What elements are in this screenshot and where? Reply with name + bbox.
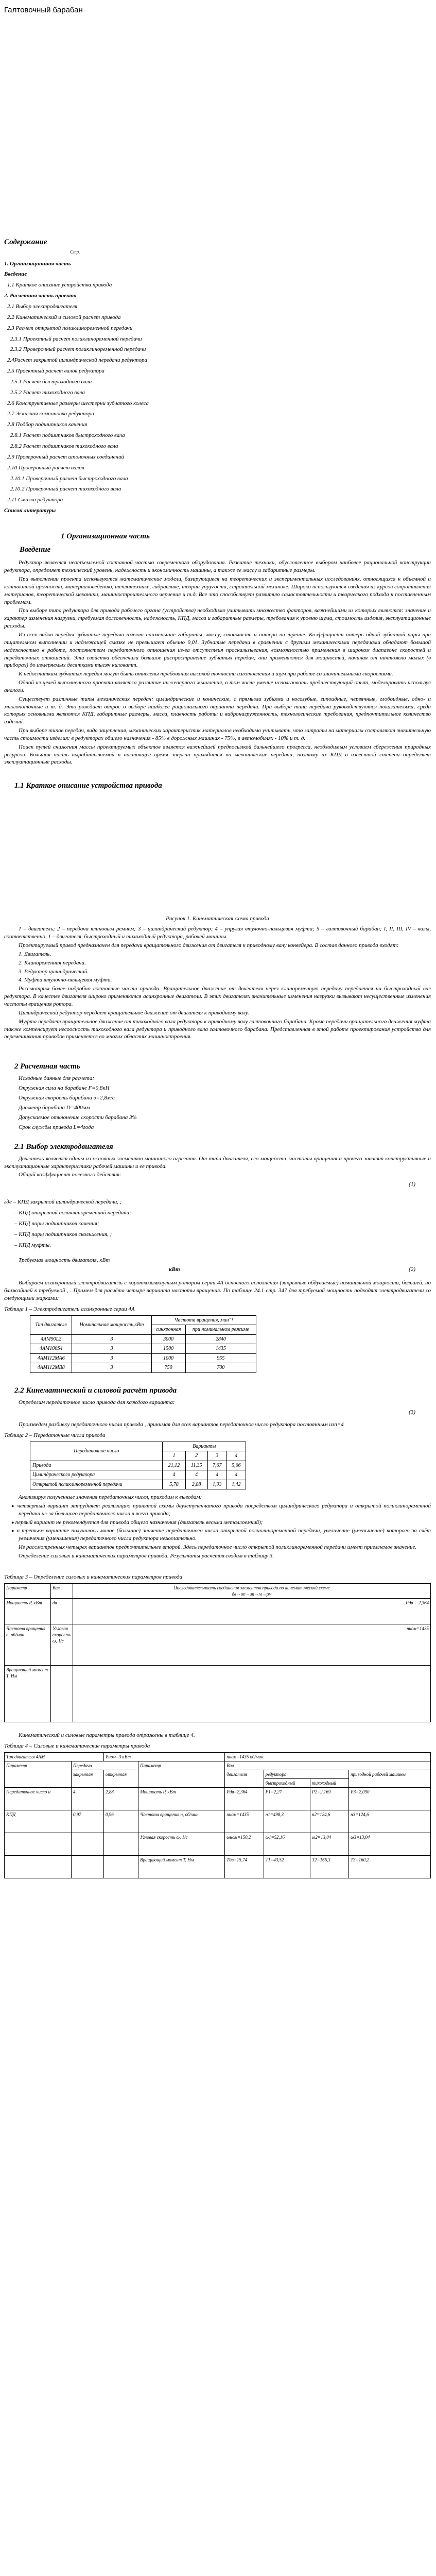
motor-table: [30, 1315, 256, 1373]
equation-number: (1): [409, 1181, 415, 1188]
list-item: 2. Клиноременная передача.: [19, 959, 86, 966]
table-cell: 1500: [151, 1344, 185, 1354]
table-header: Тип двигателя 4АМ: [5, 1752, 104, 1761]
intro-heading: Введение: [20, 546, 51, 554]
table-cell: Угловая скорость ω, 1/с: [138, 1833, 225, 1856]
table-header: Параметр: [5, 1583, 51, 1598]
table-cell: 4АМ100S4: [30, 1344, 72, 1354]
table-header: двигателя: [225, 1770, 264, 1787]
table-cell: Вращающий момент T, Нм: [138, 1856, 225, 1878]
paragraph: Определим передаточное число привода для каждого варианта:: [19, 1399, 175, 1406]
table-cell: Угловая скорость ω, 1/с: [51, 1624, 73, 1665]
table-header: открытая: [103, 1770, 138, 1787]
definition-item: – КПД пары подшипников скольжения, ;: [14, 1231, 112, 1238]
table-cell: [5, 1833, 72, 1856]
input-data-item: Диаметр барабана D=400мм: [19, 1105, 90, 1111]
toc-item: 2.4Расчет закрытой цилиндрической передачи редуктора: [7, 357, 147, 364]
toc-item: 2.3.2 Проверочный расчет поликлиноременной передачи: [10, 346, 146, 353]
table-cell: [72, 1856, 104, 1878]
paragraph: Поиск путей снижения массы проектируемых объектов является важнейшей предпосылкой дальнейшего прогресса, необходимым условием сбережения природных ресурсов. Большая часть вырабатываемой в настоящее время энергии приходится на механические передачи, поэтому их КПД в известной степени определяет эксплуатационные расходы.: [4, 743, 431, 766]
analysis-list: [4, 1502, 431, 1543]
table-title: Таблица 3 – Определение силовых и кинематических параметров привода: [4, 1573, 183, 1580]
toc-item: 2.1 Выбор электродвигателя: [7, 303, 78, 310]
table-header: Передача: [72, 1761, 138, 1770]
figure-caption: Рисунок 1. Кинематическая схема привода: [166, 915, 269, 922]
table-cell: [51, 1665, 73, 1722]
toc-item: 2.10.1 Проверочный расчет быстроходного вала: [10, 475, 128, 482]
table-header: nном=1435 об/мин: [225, 1752, 431, 1761]
table-cell: n3=124,6: [349, 1810, 431, 1833]
table-cell: 4АМ90L2: [30, 1334, 72, 1344]
formula-efficiency: [4, 1181, 431, 1196]
table-cell: 5,66: [226, 1461, 246, 1470]
paragraph: Анализируя полученные значения передаточных чисел, приходим к выводам:: [19, 1494, 202, 1501]
table-header: Номинальная мощность,кВт: [72, 1315, 151, 1334]
table-cell: Привода: [30, 1461, 163, 1470]
paragraph: При выполнении проекта используются математические модели, базирующиеся на теоретических и экспериментальных исследованиях, относящихся к объемной и контактной прочности, материаловедению, теплотехнике, гидравлике, теории упругости, строительной механике. Широко используются сведения из курсов сопротивления материалов, теоретической механики, машиностроительного черчения и т.д. Все это способствует развитию самостоятельности и творческого подхода к поставленным проблемам.: [4, 576, 431, 605]
table-header: Параметр: [5, 1761, 72, 1787]
table-cell: T2=166,3: [310, 1856, 349, 1878]
paragraph: Проектируемый привод предназначен для передачи вращательного движения от двигателя к приводному валу конвейера. В состав данного привода входят:: [19, 942, 399, 949]
equation-number: (2): [409, 1266, 415, 1273]
formula-where: где – КПД закрытой цилиндрической передачи, ;: [4, 1199, 122, 1206]
list-item: ● первый вариант не рекомендуется для привода общего назначения (двигатель весьма металлоемкий);: [19, 1519, 431, 1527]
definition-item: – КПД муфты.: [14, 1242, 51, 1248]
input-data-item: Допускаемое отклонение скорости барабана 3%: [19, 1114, 137, 1121]
table-row: [5, 1856, 431, 1878]
table-cell: [72, 1833, 104, 1856]
paragraph: Цилиндрический редуктор передает вращательное движение от двигателя к приводному валу.: [19, 1009, 249, 1016]
paragraph: Общий коэффициент полезного действия:: [19, 1172, 121, 1178]
paragraph: Произведем разбивку передаточного числа привода , принимая для всех вариантов передаточное число редуктора постоянным uзп=4: [19, 1421, 344, 1428]
input-data-item: Срок службы привода L=4года: [19, 1124, 94, 1130]
table-cell: 4АМ112MA6: [30, 1353, 72, 1363]
toc-item: 2.5.2 Расчет тихоходного вала: [10, 389, 85, 396]
table-cell: n2=124,6: [310, 1810, 349, 1833]
table-cell: 3: [72, 1344, 151, 1354]
toc-heading: Содержание: [4, 238, 47, 247]
table-header: быстроходный: [264, 1779, 310, 1788]
table-row: [30, 1480, 246, 1489]
table-cell: Передаточное число u: [5, 1788, 72, 1810]
description-text: [4, 925, 431, 950]
table-cell: 11,35: [185, 1461, 207, 1470]
table-cell: Pдв=2,364: [225, 1788, 264, 1810]
table-cell: КПД: [5, 1810, 72, 1833]
kinematic-params-table: [4, 1752, 431, 1879]
table-cell: 700: [185, 1363, 256, 1373]
toc-item: 2.5 Проектный расчет валов редуктора: [7, 368, 104, 375]
paragraph: Из рассмотренных четырех вариантов предпочтительнее второй. Здесь передаточное число открытой поликлиноременной передачи имеет приемлемое значение.: [19, 1544, 417, 1551]
table-cell: 1,93: [207, 1480, 226, 1489]
table-cell: 4: [72, 1788, 104, 1810]
section-heading: 2.1 Выбор электродвигателя: [14, 1142, 113, 1151]
table-cell: [103, 1833, 138, 1856]
table-header: 3: [207, 1451, 226, 1461]
component-list: [4, 951, 431, 984]
formula-ratio: [4, 1409, 431, 1419]
table-cell: T3=160,2: [349, 1856, 431, 1878]
section-heading: 1 Организационная часть: [61, 532, 150, 540]
table-header: Передаточное число: [30, 1442, 163, 1461]
input-data-item: Окружная скорость барабана υ=2,8м/с: [19, 1095, 115, 1101]
table-cell: 4: [226, 1470, 246, 1480]
input-data-list: [4, 1084, 431, 1131]
table-cell: Pдв = 2,364: [73, 1598, 430, 1624]
table-cell: Мощность P, кВт: [5, 1598, 51, 1624]
table-cell: 4: [163, 1470, 185, 1480]
paragraph: Одной из целей выполненного проекта является развитие инженерного мышления, в том числе умение использовать предшествующий опыт, моделировать используя аналоги.: [4, 680, 431, 693]
table-header: Варианты: [163, 1442, 246, 1451]
motor-selection-paragraph: Выбираем асинхронный электродвигатель с короткозамкнутым ротором серии 4А основного исполнения (закрытые обдуваемые) номинальной мощности, большей, но ближайшей к требуемой , . Примем для расчёта четыре варианта частоты вращения. По таблице 24.1 стр. 347 для требуемой мощности подходят электродвигатели со следующими марками:: [4, 1280, 431, 1302]
toc-item: 2.7 Эскизная компоновка редуктора: [7, 411, 94, 417]
table-title: Таблица 2 – Передаточные числа привода: [4, 1432, 106, 1438]
section-heading: 2.2 Кинематический и силовой расчёт привода: [14, 1386, 177, 1395]
kinematic-scheme-figure: [4, 794, 431, 913]
list-item: ● в третьем варианте получилось малое (большое) значение передаточного числа открытой поликлиноременной передачи, увеличение (уменьшение) которого за счёт увеличения (уменьшения) передаточного числа редуктора нежелательно.: [19, 1527, 431, 1543]
definition-item: – КПД пары подшипников качения;: [14, 1221, 99, 1227]
table-header: Параметр: [138, 1761, 225, 1787]
table-cell: Tдв=15,74: [225, 1856, 264, 1878]
toc-item: Введение: [4, 271, 27, 278]
paragraph: Кинематический и силовые параметры привода отражены в таблице 4.: [19, 1732, 195, 1738]
table-cell: ωном=150,2: [225, 1833, 264, 1856]
paragraph: Определение силовых и кинематических параметров привода. Результаты расчетов сводим в таблицу 3.: [19, 1552, 274, 1559]
table-cell: Вращающий момент T, Нм: [5, 1665, 51, 1722]
table-cell: 4АМ112MB8: [30, 1363, 72, 1373]
table-cell: nном=1435: [73, 1624, 430, 1665]
table-header: Тип двигателя: [30, 1315, 72, 1334]
table-cell: 1,42: [226, 1480, 246, 1489]
intro-text: [4, 559, 431, 766]
table-cell: Мощность P, кВт: [138, 1788, 225, 1810]
paragraph: 1 – двигатель; 2 – передача клиновым ремнем; 3 – цилиндрический редуктор; 4 – упругая втулочно-пальцевая муфта; 5 – галтовочный барабан; I, II, III, IV – валы, соответственно, 1 – двигателя, быстроходный и тихоходный редуктора, рабочей машины.: [4, 926, 431, 940]
definition-item: – КПД открытой поликлиноременной передачи;: [14, 1210, 131, 1216]
table-header: 4: [226, 1451, 246, 1461]
table-cell: 2840: [185, 1334, 256, 1344]
toc-item: 2.11 Смазка редуктора: [7, 497, 63, 503]
table-cell: Частота вращения n, об/мин: [5, 1624, 51, 1665]
definitions-list: [4, 1209, 431, 1249]
table-cell: [103, 1856, 138, 1878]
table-cell: 1435: [185, 1344, 256, 1354]
table-cell: 750: [151, 1363, 185, 1373]
blank-space: [4, 15, 431, 237]
paragraph: Редуктор является неотъемлемой составной частью современного оборудования. Развитие техники, обусловленное выбором наиболее рациональной конструкции редуктора, определяет технический уровень, надежность и экономичность машины, а также ее массу и габаритные размеры.: [4, 560, 431, 574]
paragraph: Двигатель является одним из основных элементов машинного агрегата. От типа двигателя, его мощности, частоты вращения и прочего зависят конструктивные и эксплуатационные характеристики рабочей машины и ее привода.: [4, 1155, 431, 1170]
section-heading: 2 Расчетная часть: [14, 1062, 80, 1071]
document-title: Галтовочный барабан: [4, 6, 83, 14]
table-header: Pном=3 кВт: [103, 1752, 224, 1761]
table-cell: 2,88: [103, 1788, 138, 1810]
toc-item: 2.9 Проверочный расчет шпоночных соединений: [7, 453, 124, 460]
table-row: [30, 1470, 246, 1480]
list-item: 1. Двигатель.: [19, 951, 51, 957]
table-header: редуктора: [264, 1770, 348, 1778]
power-unit: кВт: [169, 1266, 180, 1273]
formula-power: [4, 1266, 431, 1277]
table-cell: T1=43,52: [264, 1856, 310, 1878]
table-of-contents: [4, 237, 431, 515]
toc-item: Список литературы: [4, 507, 56, 514]
table-header: 1: [163, 1451, 185, 1461]
toc-item: 1. Организационная часть: [4, 260, 71, 267]
table-header: Вал: [51, 1583, 73, 1598]
table-title: Таблица 1 – Электродвигатели асинхронные серии 4А: [4, 1306, 135, 1312]
table-cell: Цилиндрического редуктора: [30, 1470, 163, 1480]
table-cell: 3: [72, 1353, 151, 1363]
table-row: [30, 1334, 256, 1344]
table-header: тихоходный: [310, 1779, 349, 1788]
paragraph: Существует различные типы механических передач: цилиндрические и конические, с прямыми зубьями и косозубые, гипоидные, червячные, глобоидные, одно- и многопоточные и т. д. Это рождает вопрос о выборе наиболее рационального варианта передачи. При выборе типа передачи руководствуются показателями, среди которых основными являются КПД, габаритные размеры, масса, плавность работы и вибронагруженность, технологические требования, предпочтительное количество изделий.: [4, 696, 431, 725]
toc-item: 2. Расчетная часть проекта: [4, 293, 77, 299]
toc-item: 2.3.1 Проектный расчет поликлиноременной передачи: [10, 335, 142, 342]
toc-item: 2.3 Расчет открытой поликлиноременной передачи: [7, 325, 133, 331]
table-cell: 3: [72, 1363, 151, 1373]
input-data-label: Исходные данные для расчета:: [19, 1075, 94, 1082]
table-header: приводной рабочей машины: [349, 1770, 431, 1787]
table-cell: P1=2,27: [264, 1788, 310, 1810]
equation-number: (3): [409, 1409, 415, 1415]
table-row: [30, 1353, 256, 1363]
table-cell: 3000: [151, 1334, 185, 1344]
table-cell: 2,88: [185, 1480, 207, 1489]
toc-item: 2.10.2 Проверочный расчет тихоходного вала: [10, 486, 121, 493]
table-row: [5, 1788, 431, 1810]
toc-list: [4, 260, 431, 515]
toc-item: 1.1 Краткое описание устройства привода: [7, 282, 112, 289]
parameters-table: [4, 1583, 431, 1722]
table-row: [30, 1344, 256, 1354]
paragraph: К недостаткам зубчатых передач могут быть отнесены требования высокой точности изготовления и шум при работе со значительными скоростями.: [19, 671, 393, 677]
table-cell: 7,67: [207, 1461, 226, 1470]
table-cell: Частота вращения n, об/мин: [138, 1810, 225, 1833]
table-header: закрытая: [72, 1770, 104, 1787]
paragraph: Муфта передает вращательное движение от тихоходного вала редуктора к приводному валу галтовочного барабана. Кроме передачи вращательного движения муфта также компенсирует несоосность тихоходного вала редуктора и приводного вала галтовочного барабана. Представленная в этой работе проектирования устройство для перемешивания приводов применяется во многих областях машиностроения.: [4, 1018, 431, 1040]
toc-item: 2.8.2 Расчет подшипников тихоходного вала: [10, 443, 118, 449]
table-header: при номинальном режиме: [185, 1325, 256, 1335]
table-title: Таблица 4 – Силовые и кинематические параметры привода: [4, 1742, 150, 1749]
power-label: Требуемая мощность двигателя, кВт: [19, 1257, 110, 1263]
table-header: Вал: [225, 1761, 431, 1770]
table-header: Последовательность соединения элементов привода по кинематической схеме дв→оп→зп→м→рм: [73, 1583, 430, 1598]
table-cell: P2=2,169: [310, 1788, 349, 1810]
table-row: [30, 1363, 256, 1373]
table-cell: P3=2,090: [349, 1788, 431, 1810]
table-cell: 4: [207, 1470, 226, 1480]
table-cell: дв: [51, 1598, 73, 1624]
table-cell: 3: [72, 1334, 151, 1344]
table-row: [5, 1810, 431, 1833]
table-cell: [5, 1856, 72, 1878]
paragraph: При выборе типа редуктора для привода рабочего органа (устройства) необходимо учитывать множество факторов, важнейшими из которых являются: значение и характер изменения нагрузки, требуемая долговечность, надежность, КПД, масса и габаритные размеры, требования к уровню шума, стоимость изделия, эксплуатационные расходы.: [4, 607, 431, 630]
table-cell: 955: [185, 1353, 256, 1363]
toc-item: 2.8.1 Расчет подшипников быстроходного вала: [10, 432, 125, 439]
toc-item: 2.2 Кинематический и силовой расчет привода: [7, 314, 121, 320]
toc-item: 2.5.1 Расчет быстроходного вала: [10, 378, 92, 385]
paragraph: При выборе типов передач, вида зацепления, механических характеристик материалов необходимо учитывать, что затраты на материалы составляют значительную часть стоимости изделия: в редукторах общего назначения - 85% в дорожных машинах - 75%, в автомобилях - 10% и т. д.: [4, 727, 431, 741]
table-cell: ω1=52,16: [264, 1833, 310, 1856]
table-header: Частота вращения, мин⁻¹: [151, 1315, 256, 1325]
table-cell: n1=498,3: [264, 1810, 310, 1833]
section-heading: 1.1 Краткое описание устройства привода: [14, 782, 162, 790]
toc-item: 2.8 Подбор подшипников качения: [7, 421, 88, 428]
table-cell: nном=1435: [225, 1810, 264, 1833]
table-cell: 4: [185, 1470, 207, 1480]
ratio-table: [30, 1442, 246, 1490]
table-header: 2: [185, 1451, 207, 1461]
toc-item: 2.6 Конструктивные размеры шестерни зубчатого колеса: [7, 400, 149, 406]
list-item: 4. Муфта втулочно-пальцевая муфта.: [19, 977, 112, 984]
toc-item: 2.10 Проверочный расчет валов: [7, 464, 84, 471]
table-cell: [73, 1665, 430, 1722]
table-cell: ω3=13,04: [349, 1833, 431, 1856]
motor-selection-text: [4, 1155, 431, 1179]
list-item: 3. Редуктор цилиндрический.: [19, 968, 89, 975]
table-cell: 1000: [151, 1353, 185, 1363]
toc-page-label: Стр.: [70, 249, 80, 255]
table-cell: 0,96: [103, 1810, 138, 1833]
table-cell: ω2=13,04: [310, 1833, 349, 1856]
input-data-item: Окружная сила на барабане F=0,8кН: [19, 1085, 110, 1092]
table-row: [5, 1833, 431, 1856]
table-row: [30, 1461, 246, 1470]
table-cell: 5,78: [163, 1480, 185, 1489]
list-item: ● четвертый вариант затрудняет реализацию принятой схемы двухступенчатого привода посредством цилиндрического редуктора и открытой поликлиноременной передачи из-за большого передаточного числа в всего привода;: [19, 1502, 431, 1518]
table-cell: 0,97: [72, 1810, 104, 1833]
description-text: [4, 985, 431, 1041]
paragraph: Рассмотрим более подробно составные части привода. Вращательное движение от двигателя через клиноременную передачу передается на быстроходный вал редуктора. В качестве двигателя широко применяются асинхронные двигатели. В этих двигателях значительные изменения нагрузки вызывают несущественные изменения частоты вращения ротора.: [4, 986, 431, 1008]
table-cell: 21,12: [163, 1461, 185, 1470]
paragraph: Из всех видов передач зубчатые передачи имеют наименьшие габариты, массу, стоимость и потери на трение. Коэффициент потерь одной зубчатой пары при тщательном выполнении и надлежащей смазке не превышает обычно 0,01. Зубчатые передачи в сравнении с другими механическими передачами обладают большой надежностью в работе, постоянством передаточного отношения из-за отсутствия проскальзывания, возможностью применения в широком диапазоне скоростей и передаточных отношений. Эти свойства обеспечили большое распространение зубчатых передач; они применяются для мощностей, начиная от ничтожно малых (в приборах) до измеряемых десятками тысяч киловатт.: [4, 631, 431, 669]
table-cell: Открытой поликлиноременной передачи: [30, 1480, 163, 1489]
table-header: синхронная: [151, 1325, 185, 1335]
